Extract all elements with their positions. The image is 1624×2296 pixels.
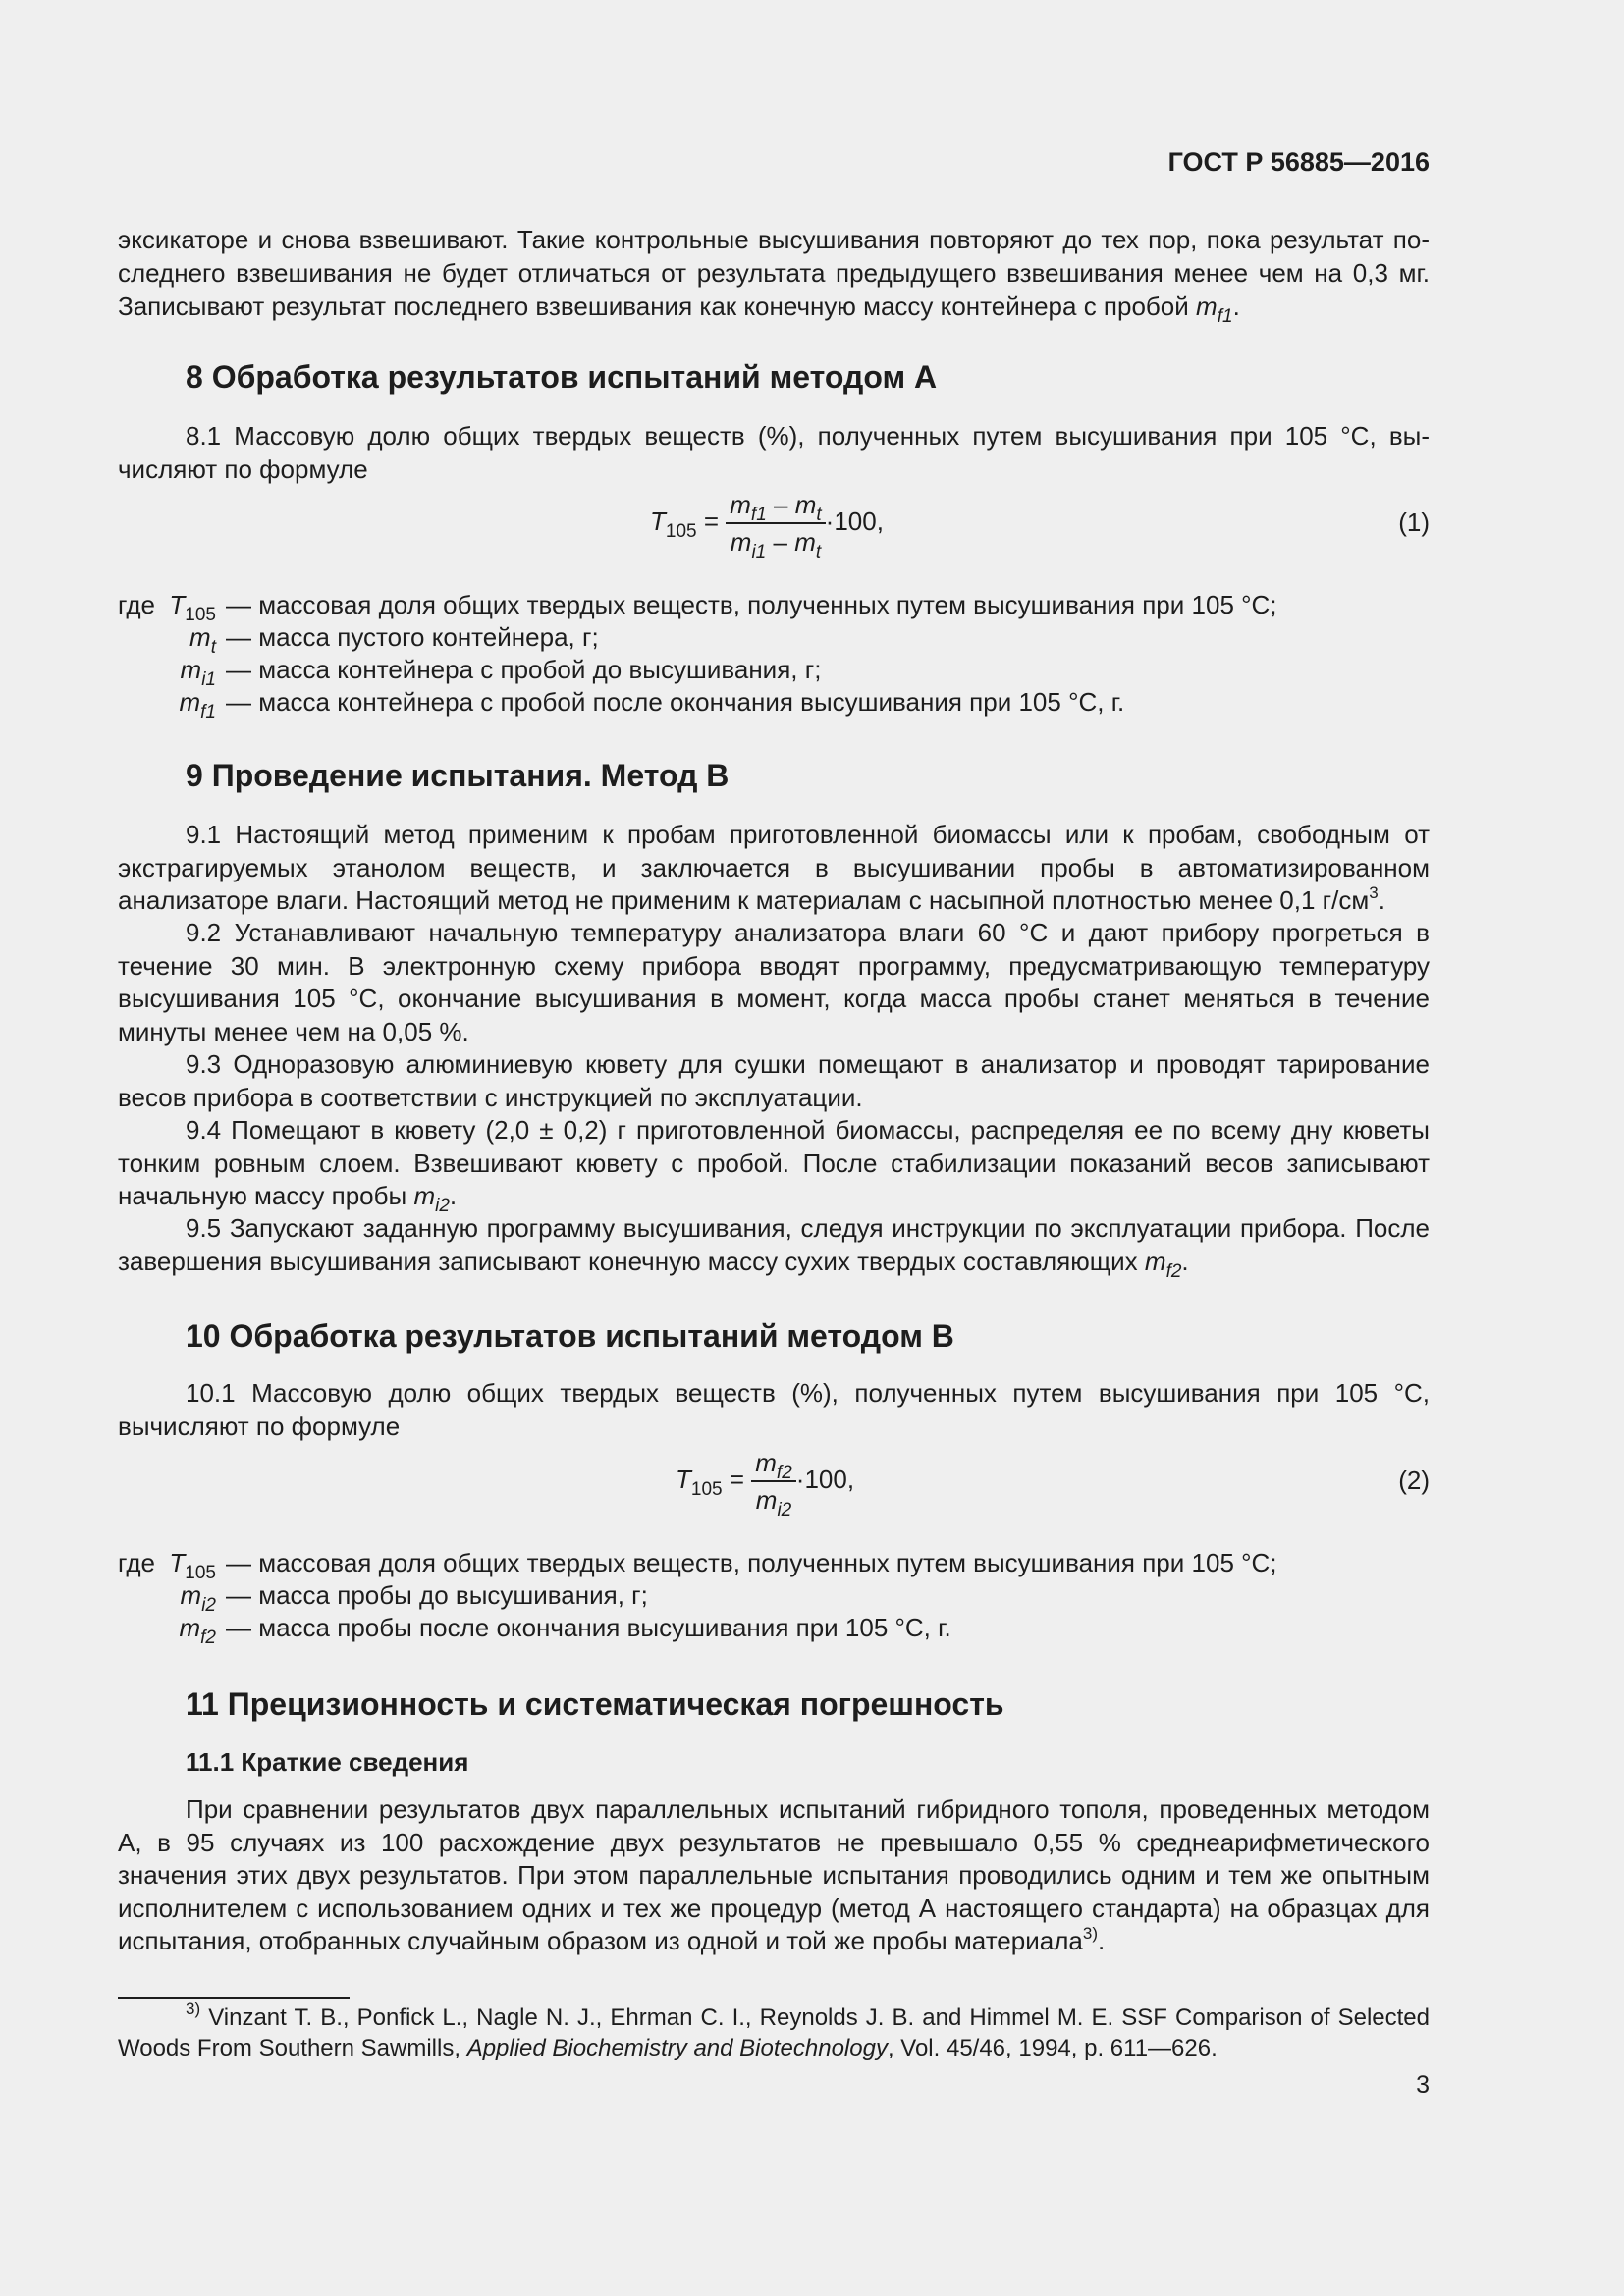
formula-1-number: (1) xyxy=(1398,507,1430,537)
s9-p1: 9.1 Настоящий метод применим к пробам приготовленной биомассы или к пробам, свободным от экстрагируемых этанолом веществ, и заключается в высушивании пробы в автоматизированном анализаторе влаги. Настоящий метод не применим к материалам с насыпной плотностью менее 0,1 $г/см^3$. xyxy=(118,820,1430,915)
s8-p1-line-2: числяют по формуле xyxy=(118,454,368,484)
where-8-def-1: — масса пустого контейнера, г; xyxy=(226,622,599,652)
where-10-prefix: где xyxy=(118,1548,155,1577)
where-8-sym-1: $m_t$ xyxy=(189,622,216,658)
where-10-sym-2: $m_{f2}$ xyxy=(179,1613,216,1648)
formula-2-number: (2) xyxy=(1398,1466,1430,1495)
section-9-heading: 9 Проведение испытания. Метод В xyxy=(186,758,730,793)
footnote-rule xyxy=(118,1997,350,1999)
where-8-def-3: — масса контейнера с пробой после окончания высушивания при 105 °С, г. xyxy=(226,687,1125,717)
where-10-sym-0: $T_{105}$ xyxy=(169,1548,216,1583)
where-8-sym-0: $T_{105}$ xyxy=(169,590,216,625)
formula-1: $T_{105}$ = $\frac{m_{f1} - m_t}{m_{i1} - m_t}$ ·100, xyxy=(650,490,884,562)
s9-p2: 9.2 Устанавливают начальную температуру анализатора влаги 60 °С и дают прибору прогреться в течение 30 мин. В электронную схему прибора вводят программу, предусматривающую температуру высушивания 105 °С, окончание высушивания в момент, когда масса пробы станет меняться в течение минуты менее чем на 0,05 %. xyxy=(118,918,1430,1046)
s9-p4: 9.4 Помещают в кювету (2,0 ± 0,2) г приготовленной биомассы, распределяя ее по всему дну кюветы тонким ровным слоем. Взвешивают кювету с пробой. После стабилизации показаний весов записывают начальную массу пробы $m_{i2}$. xyxy=(118,1115,1430,1216)
where-8-sym-2: $m_{i1}$ xyxy=(180,655,216,690)
section-10-heading: 10 Обработка результатов испытаний методом В xyxy=(186,1318,954,1354)
s9-p3: 9.3 Одноразовую алюминиевую кювету для сушки помещают в анализатор и проводят тарирование весов прибора в соответствии с инструкцией по эксплуатации. xyxy=(118,1049,1430,1112)
s9-p5: 9.5 Запускают заданную программу высушивания, следуя инструкции по эксплуатации прибора. После завершения высушивания записывают конечную массу сухих твердых составляющих $m_{f2}$. xyxy=(118,1213,1430,1282)
s8-p1-line-1: 8.1 Массовую долю общих твердых веществ (%), полученных путем высушивания при 105 °С, вы- xyxy=(186,421,1430,451)
where-8-sym-3: $m_{f1}$ xyxy=(179,687,216,722)
section-8-heading: 8 Обработка результатов испытаний методом А xyxy=(186,359,938,395)
formula-2: $T_{105}$ = $\frac{m_{f2}}{m_{i2}}$ ·100, xyxy=(676,1448,855,1521)
formula-1-fraction: $\frac{m_{f1} - m_t}{m_{i1} - m_t}$ xyxy=(726,491,825,556)
section-11-1-heading: 11.1 Краткие сведения xyxy=(186,1747,469,1777)
page-number: 3 xyxy=(1416,2071,1430,2099)
intro-line-2: следнего взвешивания не будет отличаться от результата предыдущего взвешивания менее чем на 0,3 мг. xyxy=(118,258,1430,288)
where-10-def-0: — массовая доля общих твердых веществ, полученных путем высушивания при 105 °С; xyxy=(226,1548,1277,1577)
footnote: $^{3)}$ Vinzant T. B., Ponfick L., Nagle N. J., Ehrman C. I., Reynolds J. B. and Himmel M. E. SSF Comparison of Selected Woods From Southern Sawmills, Applied Biochemistry and Biotechnology, Vol. 45/46, 1994, p. 611—626. xyxy=(118,2000,1430,2061)
s11-p1: При сравнении результатов двух параллельных испытаний гибридного тополя, проведенных методом А, в 95 случаях из 100 расхождение двух результатов не превышало 0,55 % среднеарифметического значения этих двух результатов. При этом параллельные испытания проводились одним и тем же опытным исполнителем с использованием одних и тех же процедур (метод А настоящего стандарта) на образцах для испытания, отобранных случайным образом из одной и той же пробы материала$^{3)}$. xyxy=(118,1794,1430,1955)
s10-p1-line-1: 10.1 Массовую долю общих твердых веществ (%), полученных путем высушивания при 105 °С, xyxy=(186,1378,1430,1408)
where-8-prefix: где xyxy=(118,590,155,619)
intro-line-1: эксикаторе и снова взвешивают. Такие контрольные высушивания повторяют до тех пор, пока результат по- xyxy=(118,225,1430,254)
where-10-def-2: — масса пробы после окончания высушивания при 105 °С, г. xyxy=(226,1613,951,1642)
where-10-sym-1: $m_{i2}$ xyxy=(180,1580,216,1616)
document-code: ГОСТ Р 56885—2016 xyxy=(1167,147,1430,177)
where-8-def-2: — масса контейнера с пробой до высушивания, г; xyxy=(226,655,822,684)
intro-line-3: Записывают результат последнего взвешивания как конечную массу контейнера с пробой $m_{f1}$. xyxy=(118,292,1240,327)
where-8-def-0: — массовая доля общих твердых веществ, полученных путем высушивания при 105 °С; xyxy=(226,590,1277,619)
formula-2-fraction: $\frac{m_{f2}}{m_{i2}}$ xyxy=(751,1449,796,1514)
s10-p1-line-2: вычисляют по формуле xyxy=(118,1412,401,1441)
section-11-heading: 11 Прецизионность и систематическая погрешность xyxy=(186,1686,1004,1722)
where-10-def-1: — масса пробы до высушивания, г; xyxy=(226,1580,648,1610)
